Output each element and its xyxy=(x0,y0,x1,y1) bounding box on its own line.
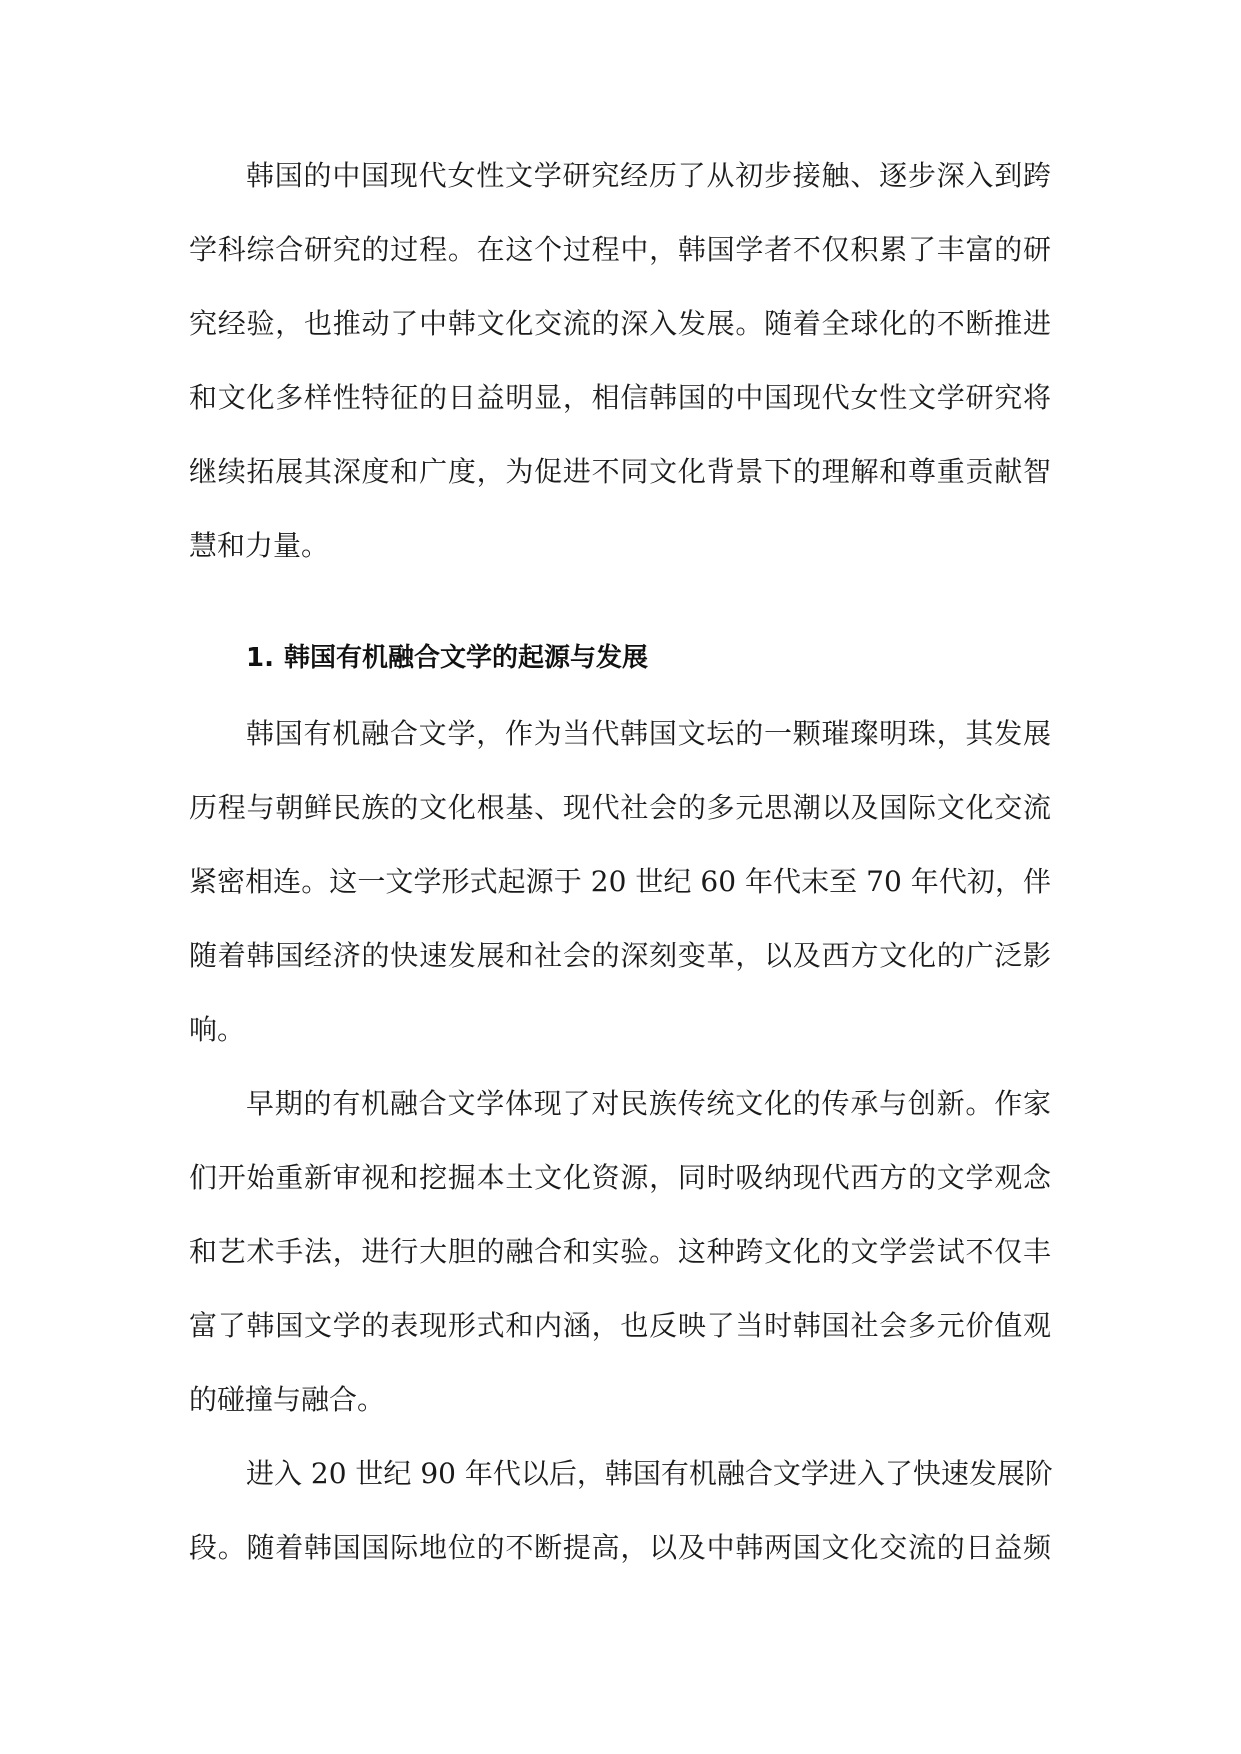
paragraph-line: 韩国的中国现代女性文学研究经历了从初步接触、逐步深入到跨 xyxy=(246,159,1051,192)
paragraph-line: 们开始重新审视和挖掘本土文化资源，同时吸纳现代西方的文学观念 xyxy=(189,1161,1051,1194)
paragraph-line: 早期的有机融合文学体现了对民族传统文化的传承与创新。作家 xyxy=(246,1087,1051,1120)
section-title: 韩国有机融合文学的起源与发展 xyxy=(284,643,649,673)
paragraph-line: 的碰撞与融合。 xyxy=(189,1383,386,1416)
paragraph-line: 学科综合研究的过程。在这个过程中，韩国学者不仅积累了丰富的研 xyxy=(189,233,1051,266)
paragraph-line: 和文化多样性特征的日益明显，相信韩国的中国现代女性文学研究将 xyxy=(189,381,1051,414)
paragraph-line: 随着韩国经济的快速发展和社会的深刻变革，以及西方文化的广泛影 xyxy=(189,939,1051,972)
paragraph-line: 富了韩国文学的表现形式和内涵，也反映了当时韩国社会多元价值观 xyxy=(189,1309,1051,1342)
paragraph-line: 进入 20 世纪 90 年代以后，韩国有机融合文学进入了快速发展阶 xyxy=(246,1457,1053,1490)
paragraph-line: 紧密相连。这一文学形式起源于 20 世纪 60 年代末至 70 年代初，伴 xyxy=(189,865,1051,898)
paragraph-line: 响。 xyxy=(189,1013,246,1046)
paragraph-line: 韩国有机融合文学，作为当代韩国文坛的一颗璀璨明珠，其发展 xyxy=(246,717,1051,750)
paragraph-line: 究经验，也推动了中韩文化交流的深入发展。随着全球化的不断推进 xyxy=(189,307,1051,340)
section-number: 1. xyxy=(246,643,274,673)
section-heading xyxy=(246,638,648,678)
paragraph-line: 继续拓展其深度和广度，为促进不同文化背景下的理解和尊重贡献智 xyxy=(189,455,1051,488)
paragraph-line: 慧和力量。 xyxy=(189,529,330,562)
paragraph-line: 和艺术手法，进行大胆的融合和实验。这种跨文化的文学尝试不仅丰 xyxy=(189,1235,1051,1268)
paragraph-line: 段。随着韩国国际地位的不断提高，以及中韩两国文化交流的日益频 xyxy=(189,1531,1051,1564)
paragraph-line: 历程与朝鲜民族的文化根基、现代社会的多元思潮以及国际文化交流 xyxy=(189,791,1051,824)
